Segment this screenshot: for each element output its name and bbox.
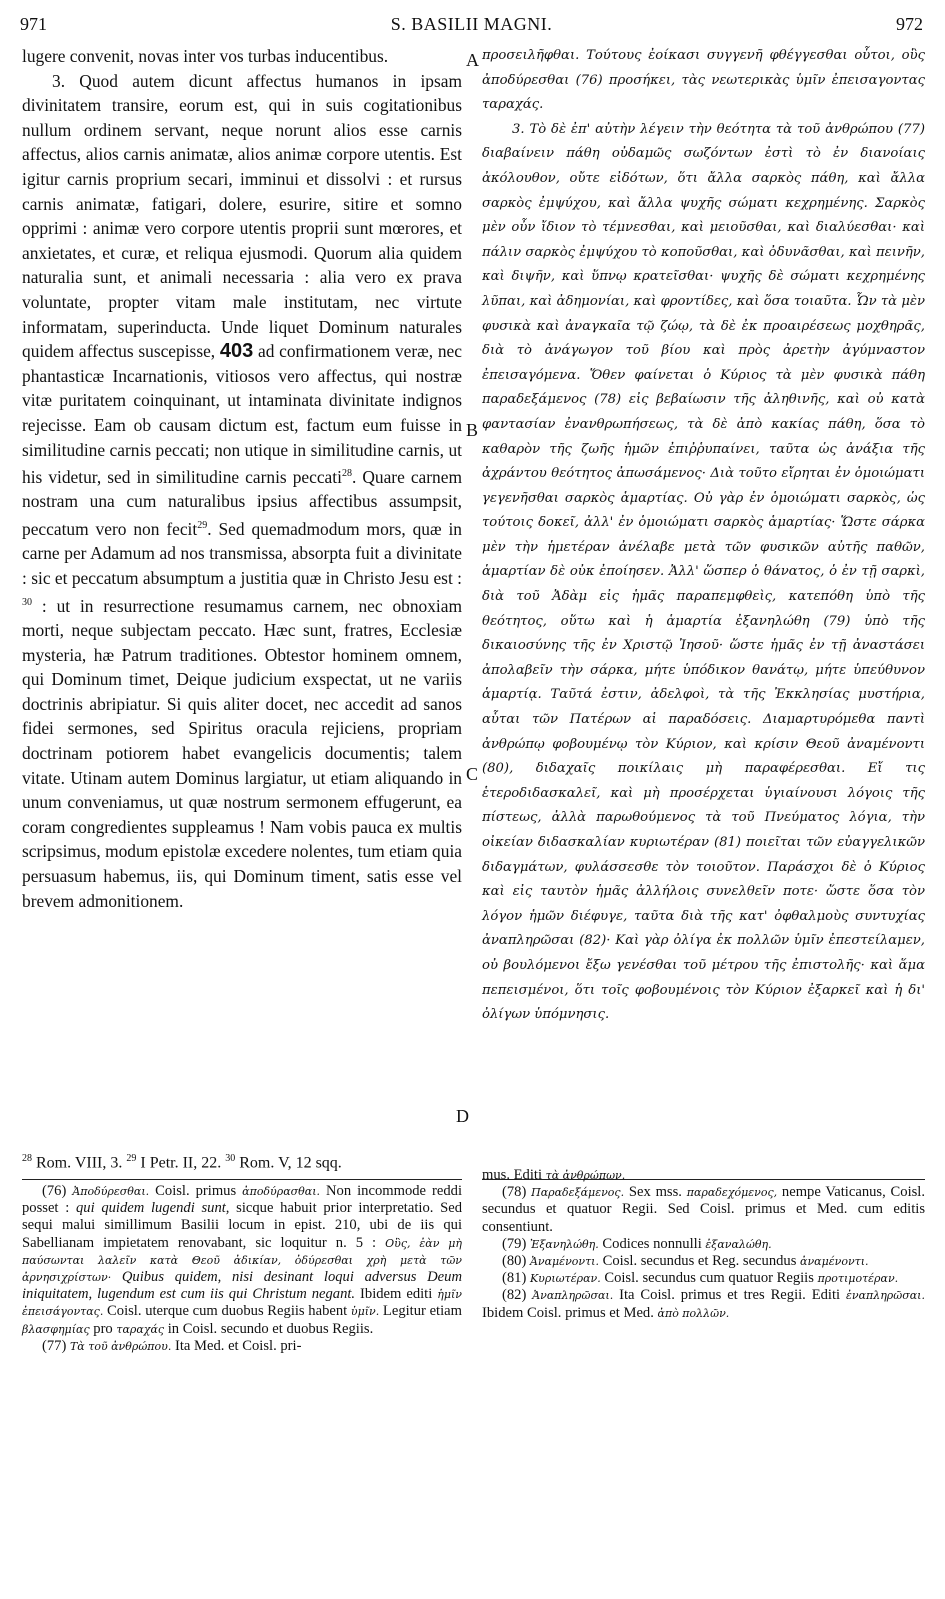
greek-text: βλασφημίας xyxy=(22,1322,90,1336)
ref-number: 30 xyxy=(225,1153,236,1164)
note-number: (81) xyxy=(502,1270,530,1287)
greek-column xyxy=(482,44,925,1028)
note-text: Ita Med. et Coisl. pri- xyxy=(171,1337,302,1354)
greek-text: ἡμῖν ἐπεισάγοντας. xyxy=(22,1288,462,1319)
ref-text: I Petr. II, 22. xyxy=(140,1154,222,1172)
latin-text: . Sed quemadmodum mors, quæ in carne per Adamum ad nos transmissa, absorpta fuit a divinitate : sic et peccatum absumptum a justitia quæ in Christo Jesu est : xyxy=(22,518,463,589)
greek-text: Οὓς, ἐὰν μὴ παύσωνται λαλεῖν κατὰ Θεοῦ ἀδικίαν, ὀδύρεσθαι χρὴ μετὰ τῶν ἀρνησιχρίστων· xyxy=(22,1236,462,1285)
latin-text: ad confirmationem veræ, nec phantasticæ Incarnationis, vitiosos vero affectus, qui nostræ vitæ puritatem coinquinant, ut intaminata divinitate indignos rejecisse. Eam ob causam dictum est, factum eum fuisse in similitudine carnis peccati; non utique in similitudine carnis, ut his videtur, sed in similitudine carnis peccati xyxy=(22,341,462,487)
latin-column xyxy=(22,44,462,913)
greek-text: Ἀναμένοντι. xyxy=(529,1255,599,1269)
footnote-ref-30: 30 xyxy=(22,596,32,608)
greek-text: προτιμοτέραν. xyxy=(817,1272,899,1286)
notes-right-column xyxy=(482,1167,925,1322)
note-82 xyxy=(482,1287,925,1321)
margin-letter-d: D xyxy=(456,1106,469,1126)
notes-left-column xyxy=(22,1183,462,1355)
ref-text: Rom. V, 12 sqq. xyxy=(239,1154,342,1172)
note-text: nempe Vaticanus, Coisl. secundus et quatuor Regii. Sed Coisl. primus et Med. cum editis consentiunt. xyxy=(482,1184,926,1235)
note-text: Codices nonnulli xyxy=(598,1235,706,1252)
note-text: sicque habuit prior interpretatio. Sed sequi malui simillimum Basilii locum in epist. 210, ubi de iis qui Sabellianam impietatem renovabant, sic loquitur n. 5 : xyxy=(22,1200,462,1251)
greek-text: Τὰ τοῦ ἀνθρώπου. xyxy=(69,1339,172,1353)
latin-text: 3. Quod autem dicunt affectus humanos in ipsam divinitatem transire, eorum est, qui in suis cogitationibus nullum ordinem servant, neque norunt alios esse carnis affectus, alios carnis animatæ, alios animæ corpore utentis. Est igitur carnis proprium secari, imminui et dissolvi : et rursus carnis animatæ, fatigari, dolere, esurire, sitire et somno opprimi : animæ vero corpore utentis proprii sunt mœrores, et anxietates, et curæ, et reliqua ejusmodi. Quorum alia quidem naturalia sunt, et animali necessaria : alia vero ex prava voluntate, propter vitam male institutam, nec virtute informatam, superinducta. Unde liquet Dominum naturales quidem affectus suscepisse, xyxy=(22,70,462,362)
footnote-ref-29: 29 xyxy=(197,520,208,532)
latin-text: . Quare carnem nostram una cum naturalibus ipsius affectibus assumpsit, peccatum vero non fecit xyxy=(22,466,462,539)
note-77 xyxy=(22,1338,462,1355)
ref-text: Rom. VIII, 3. xyxy=(36,1154,123,1172)
note-number: (79) xyxy=(502,1235,530,1252)
note-text: Coisl. primus xyxy=(149,1183,243,1199)
note-text: Coisl. secundus et Reg. secundus xyxy=(598,1253,801,1270)
latin-paragraph-1: lugere convenit, novas inter vos turbas inducentibus. xyxy=(22,46,389,66)
note-number: (77) xyxy=(42,1337,70,1354)
running-title: S. BASILII MAGNI. xyxy=(390,14,553,34)
note-number: (78) xyxy=(502,1184,532,1201)
note-79 xyxy=(482,1236,925,1253)
greek-text: παραδεχόμενος, xyxy=(686,1186,778,1200)
greek-text: Ἀναπληρῶσαι. xyxy=(532,1289,614,1303)
column-marker-number: 403 xyxy=(219,340,254,363)
greek-text: ἀποδύρασθαι. xyxy=(242,1185,321,1198)
note-text: pro xyxy=(89,1320,117,1337)
note-number: (82) xyxy=(502,1287,533,1304)
ref-number: 29 xyxy=(126,1153,137,1164)
greek-text: Κυριωτέραν. xyxy=(529,1272,601,1286)
italic-text: Quibus quidem, nisi desinant loqui adversus Deum iniquitatem, lugendum est cum iis qui Christum negant. xyxy=(22,1269,462,1303)
scripture-references xyxy=(22,1153,462,1172)
greek-text: τὰ ἀνθρώπων. xyxy=(545,1169,626,1182)
ref-number: 28 xyxy=(22,1153,32,1164)
note-text: Sex mss. xyxy=(624,1184,687,1201)
italic-text: qui quidem lugendi sunt, xyxy=(75,1200,230,1217)
note-text: in Coisl. secundo et duobus Regiis. xyxy=(164,1320,374,1337)
note-76 xyxy=(22,1183,462,1338)
greek-paragraph-1: προσειλῆφθαι. Τούτους ἐοίκασι συγγενῆ φθέγγεσθαι οὗτοι, οὓς ἀποδύρεσθαι (76) προσήκει, τὰς νεωτερικὰς ὑμῖν ἐπεισαγοντας ταραχάς. xyxy=(482,48,925,113)
greek-text: ἐξαναλώθη. xyxy=(705,1237,772,1251)
greek-text: Ἐξανηλώθη. xyxy=(529,1237,599,1251)
latin-paragraph-2 xyxy=(22,69,462,914)
note-80 xyxy=(482,1253,925,1270)
latin-text: : ut in resurrectione resumamus carnem, nec obnoxiam morti, neque subjectam peccato. Hæc sunt, fratres, Ecclesiæ mysteria, hæ Patrum traditiones. Obtestor hominem omnem, qui Dominum timet, Deique judicium exspectat, ut ne variis doctrinis abripiatur. Si quis aliter docet, nec accedit ad sanos fidei sermones, sed Spiritus oracula rejiciens, propriam doctrinam potiorem habet evangelicis documentis; talem vitate. Utinam autem Dominus largiatur, ut etiam aliquando in unum conveniamus, ut quæ nostrum sermonem effugerunt, ea coram congredientes suppleamus ! Nam vobis pauca ex multis scripsimus, modum epistolæ excedere nolentes, tum etiam quia persuasum habemus, iis, qui Dominum timent, satis esse vel brevem admonitionem. xyxy=(22,595,462,911)
margin-letter-c: C xyxy=(466,764,479,784)
note-number: (80) xyxy=(502,1253,530,1270)
note-text: Ibidem editi xyxy=(355,1286,438,1303)
page-header xyxy=(20,14,923,36)
note-78 xyxy=(482,1184,925,1236)
notes-divider-left xyxy=(22,1179,462,1180)
greek-text: ὑμῖν. xyxy=(350,1305,380,1319)
note-text: mus. Editi xyxy=(482,1167,546,1183)
note-81 xyxy=(482,1270,925,1287)
footnote-ref-28: 28 xyxy=(341,468,352,480)
note-text: Coisl. secundus cum quatuor Regiis xyxy=(600,1270,818,1287)
greek-paragraph-2: 3. Τὸ δὲ ἐπ' αὐτὴν λέγειν τὴν θεότητα τὰ τοῦ ἀνθρώπου (77) διαβαίνειν πάθη οὐδαμῶς σωζόντων ἐστὶ τὸ ἐν διανοίαις ἀκόλουθον, οὔτε εἰδότων, ὅτι ἄλλα σαρκὸς πάθη, καὶ ἄλλα σαρκὸς ἐμψύχου, καὶ ἄλλα ψυχῆς σώματι κεχρημένης. Σαρκὸς μὲν οὖν ἴδιον τὸ τέμνεσθαι, καὶ μειοῦσθαι, καὶ διαλύεσθαι· καὶ πάλιν σαρκὸς ἐμψύχου τὸ κοποῦσθαι, καὶ ὀδυνᾶσθαι, καὶ πεινῆν, καὶ διψῆν, καὶ ὕπνῳ κρατεῖσθαι· ψυχῆς δὲ σώματι κεχρημένης λῦπαι, καὶ ἀδημονίαι, καὶ φροντίδες, καὶ ὅσα τοιαῦτα. Ὧν τὰ μὲν φυσικὰ καὶ ἀναγκαῖα τῷ ζώῳ, τὰ δὲ ἐκ προαιρέσεως μοχθηρᾶς, διὰ τὸ ἀνάγωγον τοῦ βίου καὶ πρὸς ἀρετὴν ἀγύμναστον ἐπεισαγόμενα. Ὅθεν φαίνεται ὁ Κύριος τὰ μὲν φυσικὰ πάθη παραδεξάμενος (78) εἰς βεβαίωσιν τῆς ἀληθινῆς, καὶ οὐ κατὰ φαντασίαν ἐνανθρωπήσεως, τὰ δὲ ἀπὸ κακίας πάθη, ὅσα τὸ καθαρὸν τῆς ζωῆς ἡμῶν ἐπιῤῥυπαίνει, ταῦτα ὡς ἀνάξια τῆς ἀχράντου θεότητος ἀπωσάμενος· Διὰ τοῦτο εἴρηται ἐν ὁμοιώματι γεγενῆσθαι σαρκὸς ἁμαρτίας. Οὐ γὰρ ἐν ὁμοιώματι σαρκὸς, ὡς τούτοις δοκεῖ, ἀλλ' ἐν ὁμοιώματι σαρκὸς ἁμαρτίας· Ὥστε σάρκα μὲν τὴν ἡμετέραν ἀνέλαβε μετὰ τῶν φυσικῶν αὐτῆς παθῶν, ἁμαρτίαν δὲ οὐκ ἐποίησεν. Ἀλλ' ὥσπερ ὁ θάνατος, ὁ ἐν τῇ σαρκὶ, διὰ τοῦ Ἀδὰμ εἰς ἡμᾶς παραπεμφθεὶς, κατεπόθη ὑπὸ τῆς θεότητος, οὕτω καὶ ἡ ἁμαρτία ἐξανηλώθη (79) ὑπὸ τῆς δικαιοσύνης τῆς ἐν Χριστῷ Ἰησοῦ· ὥστε ἡμᾶς ἐν τῇ ἀναστάσει ἀπολαβεῖν τὴν σάρκα, μήτε ὑπόδικον θανάτῳ, μήτε ὑπεύθυνον ἁμαρτίᾳ. Ταῦτά ἐστιν, ἀδελφοὶ, τὰ τῆς Ἐκκλησίας μυστήρια, αὗται τῶν Πατέρων αἱ παραδόσεις. Διαμαρτυρόμεθα παντὶ ἀνθρώπῳ φοβουμένῳ τὸν Κύριον, καὶ κρίσιν Θεοῦ ἀναμένοντι (80), διδαχαῖς ποικίλαις μὴ παραφέρεσθαι. Εἴ τις ἑτεροδιδασκαλεῖ, καὶ μὴ προσέρχεται ὑγιαίνουσι λόγοις τῆς πίστεως, ἀλλὰ παρωθούμενος τὰ τοῦ Πνεύματος λόγια, τὴν οἰκείαν διδασκαλίαν κυριωτέραν (81) ποιεῖται τῶν εὐαγγελικῶν διδαγμάτων, φυλάσσεσθε τὸν τοιοῦτον. Παράσχοι δὲ ὁ Κύριος καὶ εἰς ταυτὸν ἡμᾶς ἀλλήλοις συνελθεῖν ποτε· ὥστε ὅσα τὸν λόγον ἡμῶν διέφυγε, ταῦτα διὰ τῆς κατ' ὀφθαλμοὺς συντυχίας ἀναπληρῶσαι (82)· Καὶ γὰρ ὀλίγα ἐκ πολλῶν ὑμῖν ἐπεστείλαμεν, οὐ βουλόμενοι ἔξω γενέσθαι τοῦ μέτρου τῆς ἐπιστολῆς· καὶ ἅμα πεπεισμένοι, ὅτι τοῖς φοβουμένοις τὸν Κύριον ἐξαρκεῖ καὶ ἡ δι' ὀλίγων ὑπόμνησις. xyxy=(482,121,925,1023)
greek-text: ταραχάς xyxy=(116,1322,165,1336)
page-number-left: 971 xyxy=(20,14,47,34)
greek-text: Παραδεξάμενος. xyxy=(531,1186,625,1200)
note-text: Ibidem Coisl. primus et Med. xyxy=(482,1304,658,1321)
margin-letter-b: B xyxy=(466,420,479,440)
note-text: Legitur etiam xyxy=(379,1303,462,1320)
greek-text: ἐναπληρῶσαι. xyxy=(845,1289,925,1303)
note-text: Non incommode reddi posset : xyxy=(22,1183,463,1217)
greek-text: Ἀποδύρεσθαι. xyxy=(72,1185,150,1198)
greek-text: ἀναμένοντι. xyxy=(800,1255,869,1269)
note-text: Ita Coisl. primus et tres Regii. Editi xyxy=(613,1287,846,1304)
note-77-continued xyxy=(482,1167,925,1184)
margin-letter-a: A xyxy=(466,50,479,70)
greek-text: ἀπὸ πολλῶν. xyxy=(657,1306,730,1320)
page-number-right: 972 xyxy=(896,14,923,34)
note-text: Coisl. uterque cum duobus Regiis habent xyxy=(103,1303,351,1320)
note-number: (76) xyxy=(42,1183,73,1199)
